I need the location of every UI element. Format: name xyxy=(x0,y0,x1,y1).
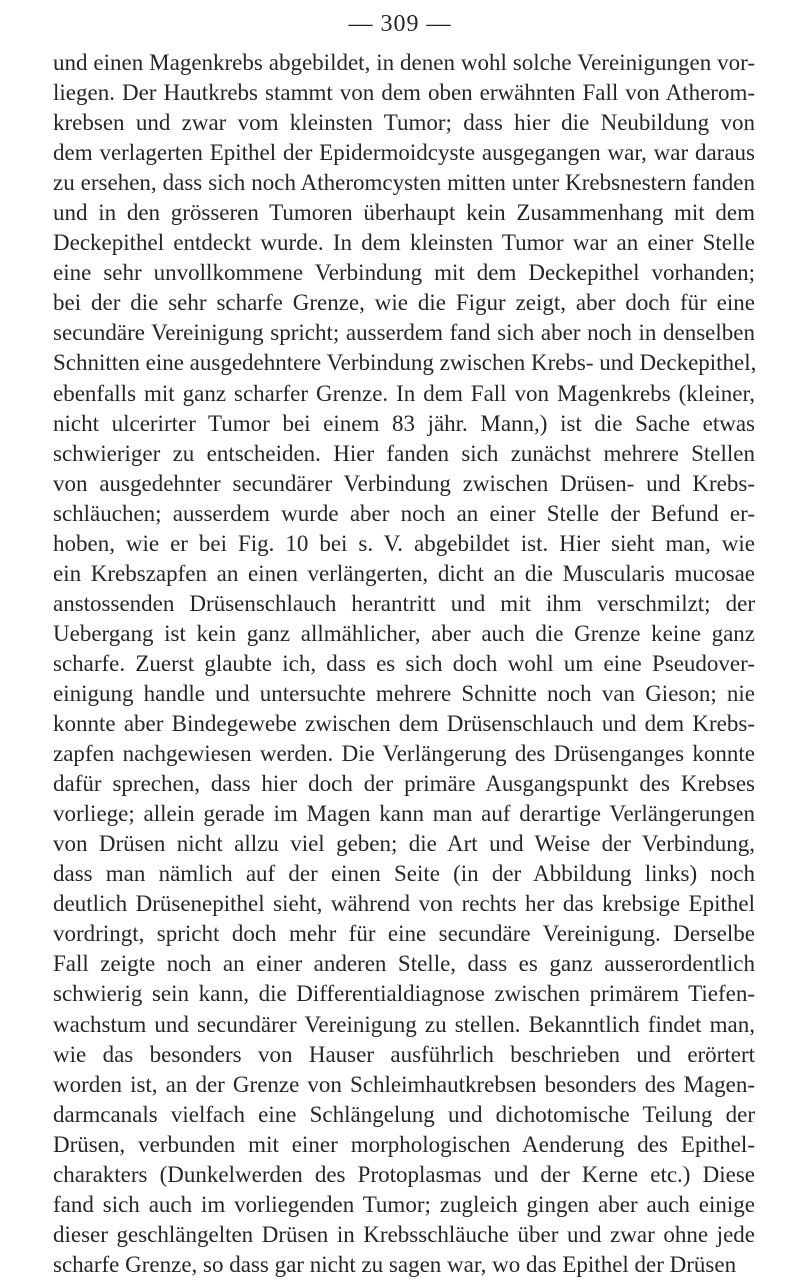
text-line: liegen. Der Hautkrebs stammt von dem oben erwähnten Fall von Atherom- xyxy=(53,80,755,106)
text-line: schwierig sein kann, die Differentialdiagnose zwischen primärem Tiefen- xyxy=(53,981,755,1007)
text-line: zu ersehen, dass sich noch Atheromcysten mitten unter Krebsnestern fanden xyxy=(53,170,755,196)
text-line: dass man nämlich auf der einen Seite (in der Abbildung links) noch xyxy=(53,861,755,887)
text-line: Deckepithel entdeckt wurde. In dem kleinsten Tumor war an einer Stelle xyxy=(53,230,755,256)
text-line: scharfe Grenze, so dass gar nicht zu sagen war, wo das Epithel der Drüsen xyxy=(53,1251,737,1277)
text-line: deutlich Drüsenepithel sieht, während von rechts her das krebsige Epithel xyxy=(53,891,755,917)
text-line: zapfen nachgewiesen werden. Die Verlängerung des Drüsenganges konnte xyxy=(53,741,755,767)
text-line: krebsen und zwar vom kleinsten Tumor; dass hier die Neubildung von xyxy=(53,110,755,136)
text-line: eine sehr unvollkommene Verbindung mit dem Deckepithel vorhanden; xyxy=(53,260,755,286)
text-line: ein Krebszapfen an einen verlängerten, dicht an die Muscularis mucosae xyxy=(53,560,755,586)
body-text xyxy=(53,48,755,1280)
text-line: secundäre Vereinigung spricht; ausserdem fand sich aber noch in denselben xyxy=(53,320,755,346)
text-line: dieser geschlängelten Drüsen in Krebsschläuche über und zwar ohne jede xyxy=(53,1221,755,1247)
text-line: dafür sprechen, dass hier doch der primäre Ausgangspunkt des Krebses xyxy=(53,771,755,797)
text-line: Drüsen, verbunden mit einer morphologischen Aenderung des Epithel- xyxy=(53,1131,755,1157)
text-line: und in den grösseren Tumoren überhaupt kein Zusammenhang mit dem xyxy=(53,200,755,226)
text-line: einigung handle und untersuchte mehrere Schnitte noch van Gieson; nie xyxy=(53,680,755,706)
text-line: schwieriger zu entscheiden. Hier fanden sich zunächst mehrere Stellen xyxy=(53,440,755,466)
text-line: Uebergang ist kein ganz allmählicher, aber auch die Grenze keine ganz xyxy=(53,620,755,646)
text-line: von Drüsen nicht allzu viel geben; die Art und Weise der Verbindung, xyxy=(53,831,755,857)
text-line: worden ist, an der Grenze von Schleimhautkrebsen besonders des Magen- xyxy=(53,1071,755,1097)
text-line: Schnitten eine ausgedehntere Verbindung zwischen Krebs- und Deckepithel, xyxy=(53,350,757,376)
text-line: anstossenden Drüsenschlauch herantritt und mit ihm verschmilzt; der xyxy=(53,590,755,616)
page-number: — 309 — xyxy=(348,11,452,37)
text-line: scharfe. Zuerst glaubte ich, dass es sich doch wohl um eine Pseudover- xyxy=(53,650,755,676)
text-line: bei der die sehr scharfe Grenze, wie die Figur zeigt, aber doch für eine xyxy=(53,290,755,316)
text-line: charakters (Dunkelwerden des Protoplasmas und der Kerne etc.) Diese xyxy=(53,1161,755,1187)
text-line: schläuchen; ausserdem wurde aber noch an einer Stelle der Befund er- xyxy=(53,500,755,526)
text-line: wachstum und secundärer Vereinigung zu stellen. Bekanntlich findet man, xyxy=(53,1011,755,1037)
text-line: vorliege; allein gerade im Magen kann man auf derartige Verlängerungen xyxy=(53,801,755,827)
text-line: und einen Magenkrebs abgebildet, in denen wohl solche Vereinigungen vor- xyxy=(53,50,755,75)
text-line: nicht ulcerirter Tumor bei einem 83 jähr. Mann,) ist die Sache etwas xyxy=(53,410,755,436)
text-line: dem verlagerten Epithel der Epidermoidcyste ausgegangen war, war daraus xyxy=(53,140,755,166)
text-line: wie das besonders von Hauser ausführlich beschrieben und erörtert xyxy=(53,1041,755,1067)
text-line: konnte aber Bindegewebe zwischen dem Drüsenschlauch und dem Krebs- xyxy=(53,711,755,737)
text-line: vordringt, spricht doch mehr für eine secundäre Vereinigung. Derselbe xyxy=(53,921,755,947)
text-line: Fall zeigte noch an einer anderen Stelle, dass es ganz ausserordentlich xyxy=(53,951,755,977)
text-line: von ausgedehnter secundärer Verbindung zwischen Drüsen- und Krebs- xyxy=(53,470,755,496)
text-line: ebenfalls mit ganz scharfer Grenze. In dem Fall von Magenkrebs (kleiner, xyxy=(53,380,755,406)
text-line: hoben, wie er bei Fig. 10 bei s. V. abgebildet ist. Hier sieht man, wie xyxy=(53,530,755,556)
text-line: darmcanals vielfach eine Schlängelung und dichotomische Teilung der xyxy=(53,1101,755,1127)
text-line: fand sich auch im vorliegenden Tumor; zugleich gingen aber auch einige xyxy=(53,1191,755,1217)
